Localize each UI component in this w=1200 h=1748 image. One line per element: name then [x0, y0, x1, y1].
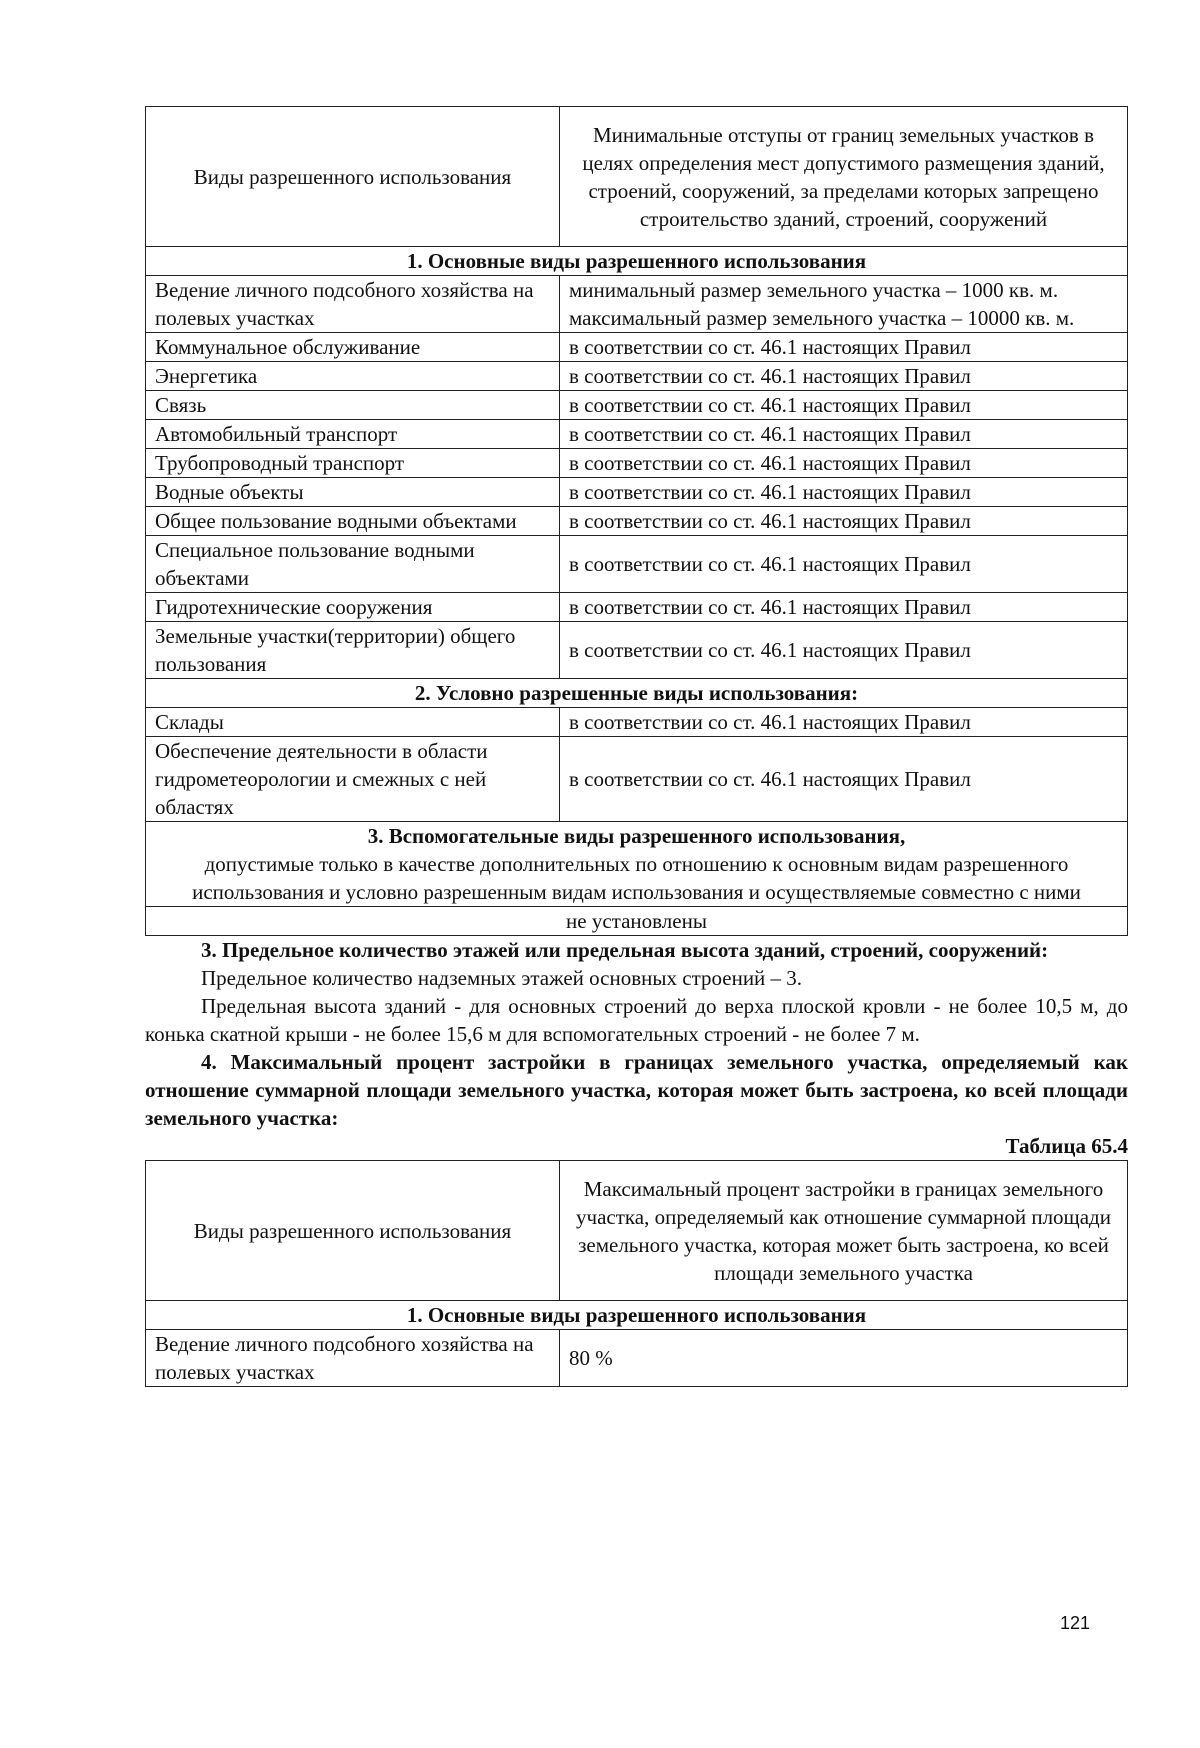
table-header-row	[146, 107, 1128, 247]
section-row	[146, 822, 1128, 907]
page-number: 121	[1060, 1613, 1091, 1633]
use-cell: Ведение личного подсобного хозяйства на полевых участках	[146, 1330, 560, 1387]
value-cell: в соответствии со ст. 46.1 настоящих Правил	[560, 737, 1128, 822]
section-main-title: 1. Основные виды разрешенного использования	[146, 247, 1128, 276]
section-row	[146, 1301, 1128, 1330]
value-cell: в соответствии со ст. 46.1 настоящих Правил	[560, 420, 1128, 449]
value-cell: в соответствии со ст. 46.1 настоящих Правил	[560, 536, 1128, 593]
header-setback-cell: Минимальные отступы от границ земельных участков в целях определения мест допустимого размещения зданий, строений, сооружений, за пределами которых запрещено строительство зданий, строений, сооружений	[560, 107, 1128, 247]
table-row	[146, 362, 1128, 391]
table-row	[146, 391, 1128, 420]
value-cell	[560, 276, 1128, 333]
value-cell: в соответствии со ст. 46.1 настоящих Правил	[560, 622, 1128, 679]
table-row	[146, 449, 1128, 478]
use-cell: Водные объекты	[146, 478, 560, 507]
value-line: максимальный размер земельного участка – 10000 кв. м.	[569, 306, 1075, 330]
setbacks-table	[145, 106, 1128, 936]
header-percent-cell: Максимальный процент застройки в границах земельного участка, определяемый как отношение суммарной площади земельного участка, которая может быть застроена, ко всей площади земельного участка	[560, 1161, 1128, 1301]
document-page	[145, 106, 1128, 1387]
value-cell: в соответствии со ст. 46.1 настоящих Правил	[560, 449, 1128, 478]
section-main-title: 1. Основные виды разрешенного использования	[146, 1301, 1128, 1330]
building-percent-table	[145, 1160, 1128, 1387]
header-use-cell: Виды разрешенного использования	[146, 107, 560, 247]
value-cell: в соответствии со ст. 46.1 настоящих Правил	[560, 333, 1128, 362]
section-row	[146, 679, 1128, 708]
use-cell: Ведение личного подсобного хозяйства на полевых участках	[146, 276, 560, 333]
paragraph-3-height: Предельная высота зданий - для основных строений до верха плоской кровли - не более 10,5 м, до конька скатной крыши - не более 15,6 м для вспомогательных строений - не более 7 м.	[145, 994, 1128, 1046]
table-row	[146, 420, 1128, 449]
use-cell: Гидротехнические сооружения	[146, 593, 560, 622]
table-row	[146, 536, 1128, 593]
use-cell: Специальное пользование водными объектами	[146, 536, 560, 593]
table-row	[146, 276, 1128, 333]
table-row	[146, 737, 1128, 822]
value-cell: в соответствии со ст. 46.1 настоящих Правил	[560, 507, 1128, 536]
use-cell: Автомобильный транспорт	[146, 420, 560, 449]
table-caption: Таблица 65.4	[1005, 1134, 1128, 1158]
value-cell: в соответствии со ст. 46.1 настоящих Правил	[560, 593, 1128, 622]
table-row	[146, 622, 1128, 679]
value-cell: 80 %	[560, 1330, 1128, 1387]
table-row	[146, 708, 1128, 737]
value-cell: в соответствии со ст. 46.1 настоящих Правил	[560, 478, 1128, 507]
use-cell: Обеспечение деятельности в области гидрометеорологии и смежных с ней областях	[146, 737, 560, 822]
table-row	[146, 478, 1128, 507]
table-row	[146, 907, 1128, 936]
auxiliary-value-cell: не установлены	[146, 907, 1128, 936]
table-row	[146, 1330, 1128, 1387]
section-auxiliary-cell	[146, 822, 1128, 907]
value-cell: в соответствии со ст. 46.1 настоящих Правил	[560, 362, 1128, 391]
use-cell: Энергетика	[146, 362, 560, 391]
use-cell: Трубопроводный транспорт	[146, 449, 560, 478]
value-line: минимальный размер земельного участка – 1000 кв. м.	[569, 278, 1059, 302]
paragraph-3-floors: Предельное количество надземных этажей основных строений – 3.	[201, 966, 803, 990]
paragraph-3-heading: 3. Предельное количество этажей или предельная высота зданий, строений, сооружений:	[201, 938, 1049, 962]
use-cell: Общее пользование водными объектами	[146, 507, 560, 536]
value-cell: в соответствии со ст. 46.1 настоящих Правил	[560, 391, 1128, 420]
table-row	[146, 507, 1128, 536]
section-row	[146, 247, 1128, 276]
section-conditional-title: 2. Условно разрешенные виды использования:	[146, 679, 1128, 708]
section-auxiliary-text: допустимые только в качестве дополнительных по отношению к основным видам разрешенного использования и условно разрешенным видам использования и осуществляемые совместно с ними	[192, 852, 1081, 904]
use-cell: Связь	[146, 391, 560, 420]
use-cell: Коммунальное обслуживание	[146, 333, 560, 362]
section-auxiliary-title: 3. Вспомогательные виды разрешенного использования,	[367, 824, 906, 848]
table-header-row	[146, 1161, 1128, 1301]
value-cell: в соответствии со ст. 46.1 настоящих Правил	[560, 708, 1128, 737]
use-cell: Земельные участки(территории) общего пользования	[146, 622, 560, 679]
table-row	[146, 333, 1128, 362]
table-row	[146, 593, 1128, 622]
use-cell: Склады	[146, 708, 560, 737]
paragraph-4-heading: 4. Максимальный процент застройки в границах земельного участка, определяемый как отношение суммарной площади земельного участка, которая может быть застроена, ко всей площади земельного участка:	[145, 1050, 1128, 1130]
header-use-cell: Виды разрешенного использования	[146, 1161, 560, 1301]
